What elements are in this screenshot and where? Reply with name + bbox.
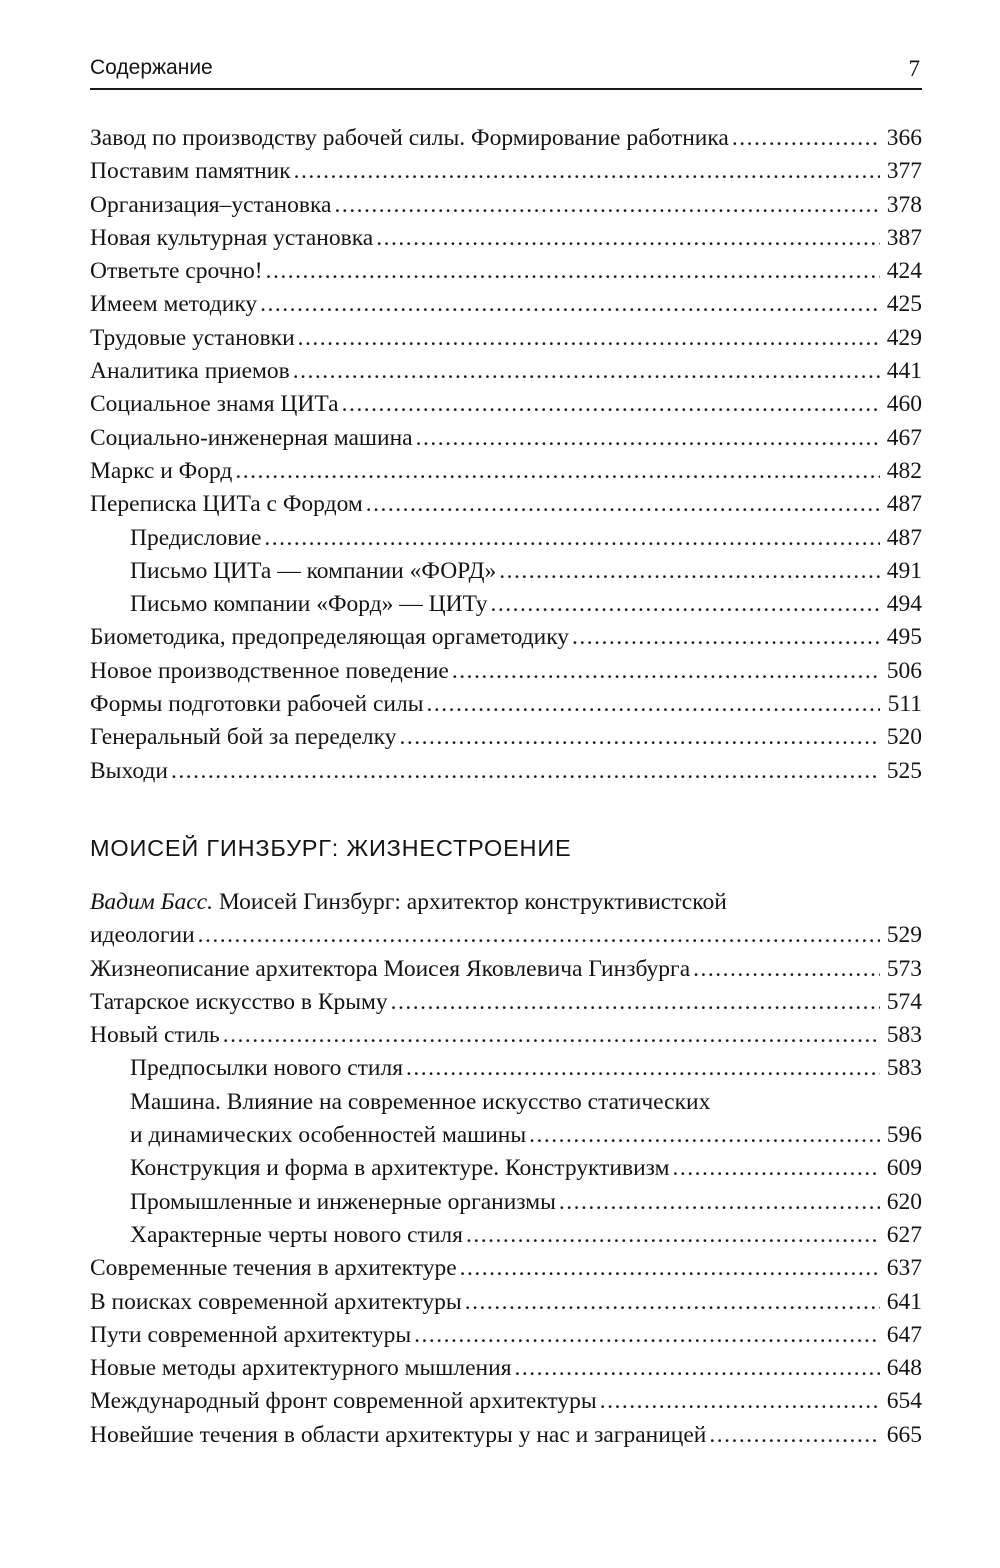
leader-dots [366, 488, 880, 521]
leader-dots [293, 355, 880, 388]
leader-dots [399, 721, 880, 754]
toc-entry-label: Татарское искусство в Крыму [90, 988, 388, 1015]
toc-entry [90, 919, 922, 952]
toc-entry-page: 494 [886, 591, 922, 618]
leader-dots [600, 1385, 880, 1418]
toc-entry [90, 986, 922, 1019]
toc-entry [90, 155, 922, 188]
toc-subentry-line1: Машина. Влияние на современное искусство статических [130, 1088, 711, 1115]
leader-dots [334, 189, 880, 222]
toc-entry [90, 222, 922, 255]
toc-entry-page: 429 [886, 324, 922, 351]
toc-entry-label: Генеральный бой за переделку [90, 724, 397, 751]
leader-dots [223, 1019, 880, 1052]
toc-entry-page: 467 [886, 424, 922, 451]
running-head-title: Содержание [90, 56, 213, 79]
toc-entry [90, 255, 922, 288]
toc-entry-page: 596 [886, 1122, 922, 1149]
toc-entry-label: и динамических особенностей машины [130, 1122, 527, 1149]
essay-title: Моисей Гинзбург: архитектор конструктивистской [218, 889, 727, 915]
toc-entry-page: 620 [886, 1188, 922, 1215]
toc-entry [90, 355, 922, 388]
toc-entry-page: 574 [886, 988, 922, 1015]
toc-entry [90, 1019, 922, 1052]
toc-subentry [90, 522, 922, 555]
toc-entry-page: 648 [886, 1355, 922, 1382]
toc-entry-page: 387 [886, 224, 922, 251]
toc-entry-label: Предпосылки нового стиля [130, 1055, 404, 1082]
toc-entry-label: Современные течения в архитектуре [90, 1255, 457, 1282]
toc-entry [90, 721, 922, 754]
toc-entry [90, 422, 922, 455]
toc-list-part2 [90, 886, 922, 1452]
toc-entry [90, 322, 922, 355]
toc-entry [90, 1252, 922, 1285]
toc-entry-page: 366 [886, 125, 922, 151]
toc-entry-page: 641 [886, 1288, 922, 1315]
leader-dots [709, 1419, 880, 1452]
leader-dots [171, 755, 880, 788]
toc-entry [90, 288, 922, 321]
toc-entry [90, 655, 922, 688]
leader-dots [264, 522, 880, 555]
leader-dots [465, 1286, 880, 1319]
toc-entry [90, 953, 922, 986]
toc-entry-label: Жизнеописание архитектора Моисея Яковлевича Гинзбурга [90, 955, 691, 982]
toc-entry-page: 520 [886, 724, 922, 751]
toc-entry-page: 609 [886, 1155, 922, 1182]
toc-entry-page: 573 [886, 955, 922, 982]
toc-entry-label: Новейшие течения в области архитектуры у нас и заграницей [90, 1421, 707, 1448]
toc-entry-label: Поставим памятник [90, 158, 291, 185]
toc-entry-page: 378 [886, 191, 922, 218]
toc-entry-label: Переписка ЦИТа с Фордом [90, 491, 363, 518]
leader-dots [406, 1052, 880, 1085]
leader-dots [342, 388, 880, 421]
toc-entry-label: Характерные черты нового стиля [130, 1221, 463, 1248]
leader-dots [460, 1252, 880, 1285]
toc-entry-label: Биометодика, предопределяющая оргаметодику [90, 624, 570, 651]
leader-dots [294, 155, 880, 188]
toc-entry-page: 511 [887, 691, 922, 718]
toc-entry-label: Ответьте срочно! [90, 258, 263, 285]
leader-dots [693, 953, 880, 986]
toc-entry-page: 525 [886, 757, 922, 784]
toc-entry-label: Организация–установка [90, 191, 332, 218]
toc-entry [90, 755, 922, 788]
toc-entry-page: 460 [886, 391, 922, 418]
toc-entry-page: 627 [886, 1221, 922, 1248]
toc-entry-page: 529 [886, 922, 922, 949]
toc-entry-label: Конструкция и форма в архитектуре. Конструктивизм [130, 1155, 670, 1182]
leader-dots [391, 986, 880, 1019]
toc-entry [90, 1419, 922, 1452]
toc-entry-label: Маркс и Форд [90, 457, 233, 484]
toc-entry-page: 665 [886, 1421, 922, 1448]
toc-entry-label: Социальное знамя ЦИТа [90, 391, 339, 418]
toc-entry-page: 637 [886, 1255, 922, 1282]
leader-dots [732, 122, 880, 155]
leader-dots [298, 322, 880, 355]
toc-entry-page: 491 [886, 557, 922, 584]
toc-entry-label: Новое производственное поведение [90, 657, 449, 684]
toc-entry-label: Трудовые установки [90, 324, 295, 351]
toc-entry-label: Новые методы архитектурного мышления [90, 1355, 512, 1382]
toc-entry [90, 688, 922, 721]
leader-dots [416, 422, 880, 455]
toc-entry-label: Формы подготовки рабочей силы [90, 691, 424, 718]
toc-list-part1 [90, 122, 922, 788]
toc-entry-label: Новая культурная установка [90, 224, 374, 251]
toc-entry [90, 1385, 922, 1418]
toc-entry-label: Промышленные и инженерные организмы [130, 1188, 556, 1215]
toc-entry-label: Социально-инженерная машина [90, 424, 413, 451]
toc-entry-label: В поисках современной архитектуры [90, 1288, 462, 1315]
toc-entry-label: Международный фронт современной архитектуры [90, 1388, 597, 1415]
section-title: МОИСЕЙ ГИНЗБУРГ: ЖИЗНЕСТРОЕНИЕ [90, 835, 572, 861]
toc-entry-page: 424 [886, 258, 922, 285]
toc-entry-page: 487 [886, 491, 922, 518]
leader-dots [672, 1152, 880, 1185]
toc-entry-label: Письмо ЦИТа — компании «ФОРД» [130, 557, 497, 584]
toc-entry [90, 621, 922, 654]
toc-entry-page: 647 [886, 1321, 922, 1348]
leader-dots [499, 555, 880, 588]
toc-entry [90, 1352, 922, 1385]
toc-entry-label: Выходи [90, 757, 168, 784]
toc-subentry [90, 588, 922, 621]
leader-dots [559, 1186, 880, 1219]
toc-subentry [90, 1186, 922, 1219]
toc-entry-page: 583 [886, 1022, 922, 1049]
leader-dots [572, 621, 880, 654]
toc-entry-page: 441 [886, 358, 922, 385]
toc-entry [90, 122, 922, 155]
leader-dots [260, 288, 880, 321]
toc-entry [90, 1286, 922, 1319]
toc-subentry [90, 1052, 922, 1085]
toc-entry-label: Пути современной архитектуры [90, 1321, 412, 1348]
toc-entry-page: 425 [886, 291, 922, 318]
leader-dots [452, 655, 880, 688]
toc-entry-label: Предисловие [130, 524, 262, 551]
toc-entry-label: Аналитика приемов [90, 358, 290, 385]
toc-entry-page: 495 [886, 624, 922, 651]
running-head [90, 52, 922, 90]
leader-dots [466, 1219, 880, 1252]
leader-dots [515, 1352, 880, 1385]
essay-author: Вадим Басс. [90, 889, 213, 915]
toc-entry-label: Завод по производству рабочей силы. Формирование работника [90, 125, 729, 151]
toc-entry-page: 506 [886, 657, 922, 684]
toc-entry [90, 488, 922, 521]
toc-entry-label: идеологии [90, 922, 195, 949]
toc-entry [90, 388, 922, 421]
leader-dots [414, 1319, 880, 1352]
toc-subentry [90, 1219, 922, 1252]
leader-dots [491, 588, 880, 621]
page-number: 7 [908, 56, 920, 81]
toc-entry-page: 654 [886, 1388, 922, 1415]
leader-dots [198, 919, 880, 952]
toc-entry-page: 482 [886, 457, 922, 484]
toc-entry [90, 455, 922, 488]
toc-essay-title-line1 [90, 886, 922, 919]
toc-entry-label: Новый стиль [90, 1022, 220, 1049]
toc-entry-label: Письмо компании «Форд» — ЦИТу [130, 591, 488, 618]
toc-entry-page: 583 [886, 1055, 922, 1082]
leader-dots [266, 255, 880, 288]
toc-subentry [90, 1119, 922, 1152]
toc-subentry [90, 1152, 922, 1185]
leader-dots [427, 688, 880, 721]
leader-dots [529, 1119, 880, 1152]
leader-dots [376, 222, 880, 255]
leader-dots [235, 455, 880, 488]
toc-subentry [90, 555, 922, 588]
toc-entry-page: 377 [886, 158, 922, 185]
toc-entry-label: Имеем методику [90, 291, 258, 318]
toc-entry [90, 1319, 922, 1352]
toc-entry [90, 189, 922, 222]
toc-entry-page: 487 [886, 524, 922, 551]
